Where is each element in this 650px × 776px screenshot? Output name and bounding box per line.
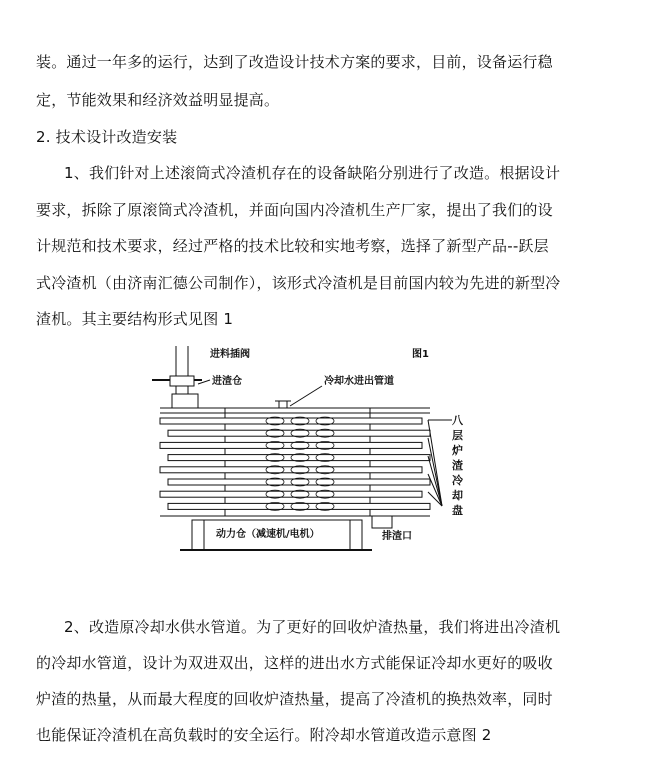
paragraph1-line2: 定，节能效果和经济效益明显提高。: [36, 91, 280, 109]
vertical-char-1: 八: [452, 414, 463, 427]
label-figure-number: 图1: [412, 349, 429, 360]
vertical-char-5: 冷: [452, 474, 463, 487]
cooling-tray: [168, 430, 430, 436]
vertical-char-2: 层: [452, 429, 463, 442]
cooling-tray: [168, 503, 430, 509]
paragraph2-line1: 1、我们针对上述滚筒式冷渣机存在的设备缺陷分别进行了改造。根据设计: [64, 164, 561, 182]
vertical-char-4: 渣: [452, 459, 463, 472]
paragraph2-line3: 计规范和技术要求，经过严格的技术比较和实地考察，选择了新型产品--跃层: [36, 237, 549, 255]
vertical-char-3: 炉: [452, 444, 463, 457]
label-feed-valve: 进料插阀: [210, 349, 250, 360]
paragraph3-line2: 的冷却水管道，设计为双进双出，这样的进出水方式能保证冷却水更好的吸收: [36, 654, 553, 672]
paragraph3-line3: 炉渣的热量，从而最大程度的回收炉渣热量，提高了冷渣机的换热效率，同时: [36, 690, 553, 708]
paragraph1-line1: 装。通过一年多的运行，达到了改造设计技术方案的要求，目前，设备运行稳: [36, 53, 553, 71]
label-slag-bin: 进渣仓: [212, 376, 242, 387]
label-power-housing: 动力仓（减速机/电机）: [216, 529, 320, 540]
figure-1-svg: [140, 338, 470, 578]
label-water-pipe: 冷却水进出管道: [324, 376, 394, 387]
paragraph3-line1: 2、改造原冷却水供水管道。为了更好的回收炉渣热量，我们将进出冷渣机: [64, 618, 561, 636]
vertical-label-eight-layer-trays: [451, 414, 464, 517]
paragraph2-line5: 渣机。其主要结构形式见图 1: [36, 310, 234, 328]
label-outlet: 排渣口: [382, 531, 412, 542]
figure-1-slag-cooler-diagram: [140, 338, 470, 578]
paragraph2-line4: 式冷渣机（由济南汇德公司制作），该形式冷渣机是目前国内较为先进的新型冷: [36, 274, 561, 292]
paragraph3-line4: 也能保证冷渣机在高负载时的安全运行。附冷却水管道改造示意图 2: [36, 726, 492, 744]
cooling-tray: [168, 455, 430, 461]
cooling-tray: [168, 479, 430, 485]
section-heading: 2. 技术设计改造安装: [36, 128, 178, 146]
paragraph2-line2: 要求，拆除了原滚筒式冷渣机，并面向国内冷渣机生产厂家，提出了我们的设: [36, 201, 553, 219]
vertical-char-6: 却: [452, 489, 463, 502]
vertical-char-7: 盘: [452, 504, 463, 517]
